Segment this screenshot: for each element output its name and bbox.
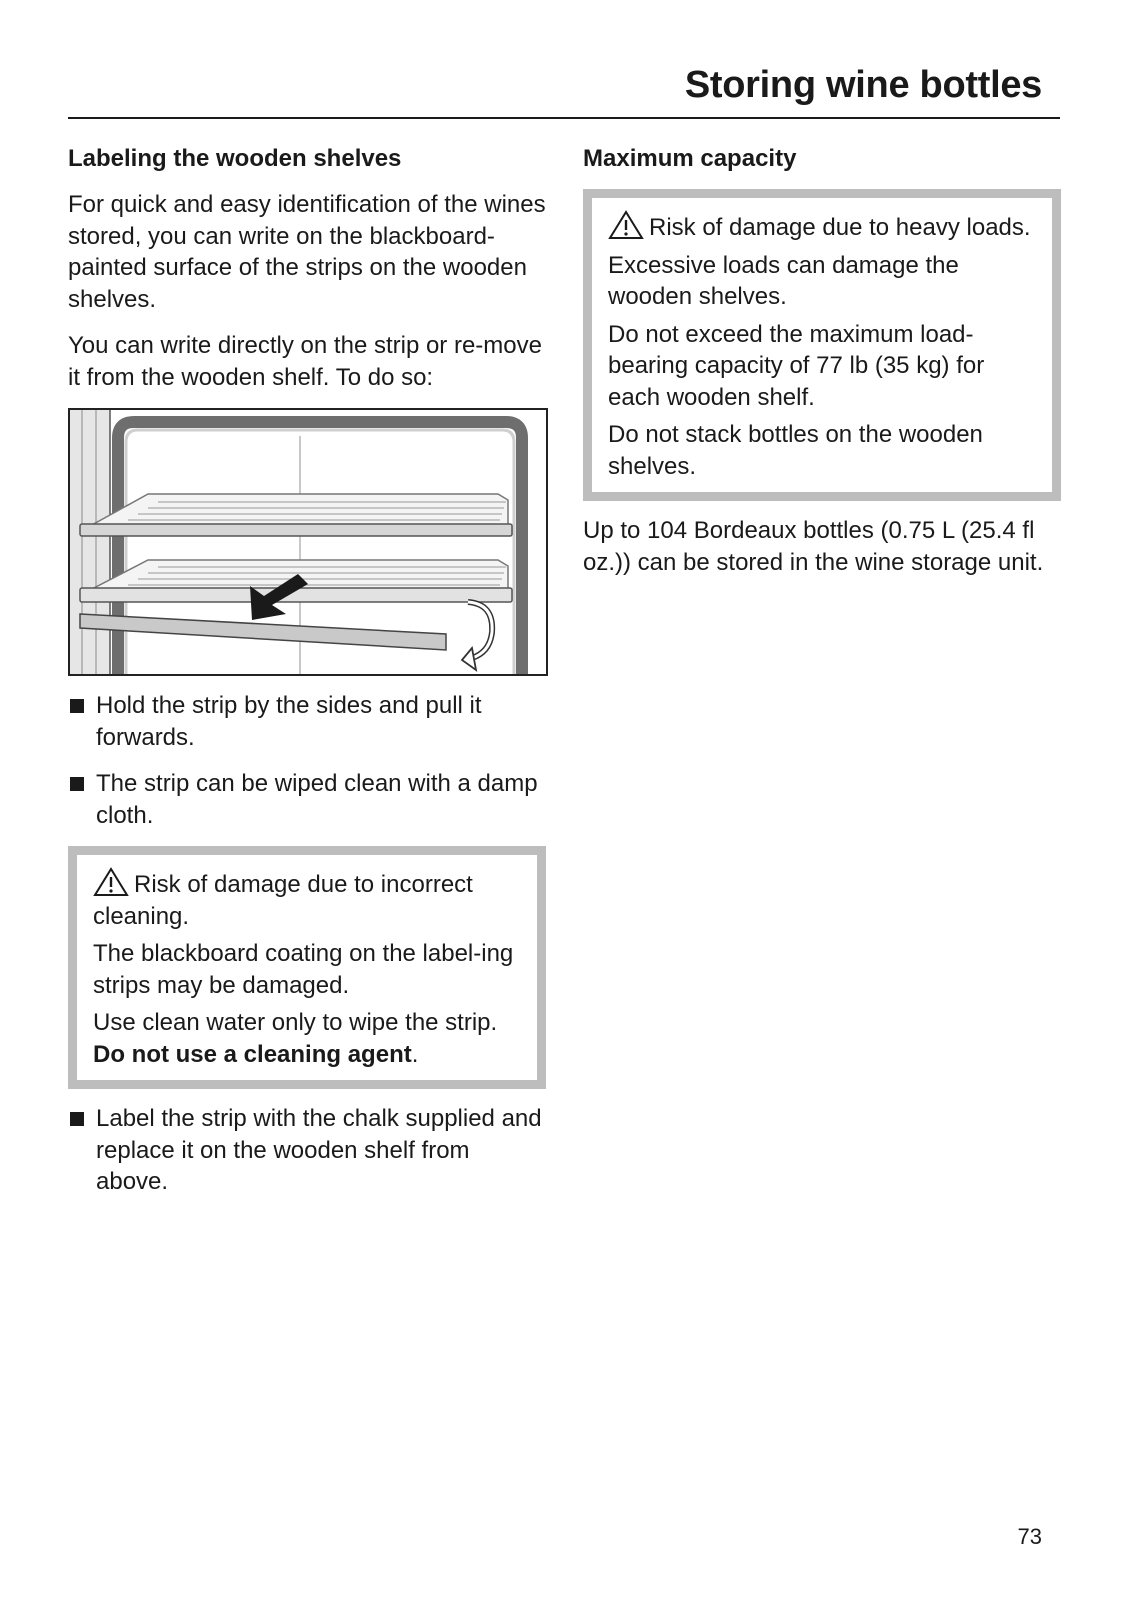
- right-column: [583, 143, 1061, 593]
- list-item: [68, 768, 546, 831]
- list-item-text: Hold the strip by the sides and pull it forwards.: [96, 692, 482, 751]
- warning-title-text: Risk of damage due to heavy loads.: [649, 214, 1031, 241]
- square-bullet-icon: [70, 699, 84, 713]
- warning-instruction: [93, 1007, 521, 1070]
- list-item: [68, 1103, 546, 1198]
- warning-title-text: Risk of damage due to incorrect cleaning.: [93, 871, 473, 930]
- square-bullet-icon: [70, 777, 84, 791]
- header-rule: [68, 117, 1060, 119]
- warning-instruction: Do not exceed the maximum load-bearing capacity of 77 lb (35 kg) for each wooden shelf.: [608, 320, 985, 411]
- section-heading-capacity: Maximum capacity: [583, 145, 797, 172]
- warning-triangle-icon: [608, 210, 644, 240]
- square-bullet-icon: [70, 1112, 84, 1126]
- warning-instruction: Do not stack bottles on the wooden shelves.: [608, 421, 983, 480]
- warning-triangle-icon: [93, 867, 129, 897]
- capacity-paragraph: Up to 104 Bordeaux bottles (0.75 L (25.4 fl oz.)) can be stored in the wine storage unit.: [583, 517, 1044, 576]
- instruction-paragraph: You can write directly on the strip or re-move it from the wooden shelf. To do so:: [68, 332, 542, 391]
- list-item-text: Label the strip with the chalk supplied and replace it on the wooden shelf from above.: [96, 1105, 542, 1195]
- warning-box-cleaning: [68, 846, 546, 1089]
- section-heading-labeling: Labeling the wooden shelves: [68, 145, 402, 172]
- warning-detail: Excessive loads can damage the wooden shelves.: [608, 251, 959, 310]
- page-title: Storing wine bottles: [684, 64, 1042, 106]
- warning-instruction-text: Use clean water only to wipe the strip.: [93, 1009, 498, 1036]
- warning-emphasis: Do not use a cleaning agent: [93, 1040, 412, 1068]
- warning-box-capacity: [583, 189, 1061, 501]
- warning-detail: The blackboard coating on the label-ing strips may be damaged.: [93, 940, 514, 999]
- intro-paragraph: For quick and easy identification of the wines stored, you can write on the blackboard-painted surface of the strips on the wooden shelves.: [68, 191, 546, 313]
- list-item: [68, 690, 546, 753]
- list-item-text: The strip can be wiped clean with a damp cloth.: [96, 770, 538, 829]
- shelf-strip-illustration: [68, 408, 548, 676]
- left-column: [68, 143, 546, 1213]
- page-number: 73: [1017, 1524, 1042, 1549]
- warning-title: [608, 210, 1036, 244]
- warning-instruction-end: .: [411, 1040, 419, 1068]
- warning-title: [93, 867, 521, 932]
